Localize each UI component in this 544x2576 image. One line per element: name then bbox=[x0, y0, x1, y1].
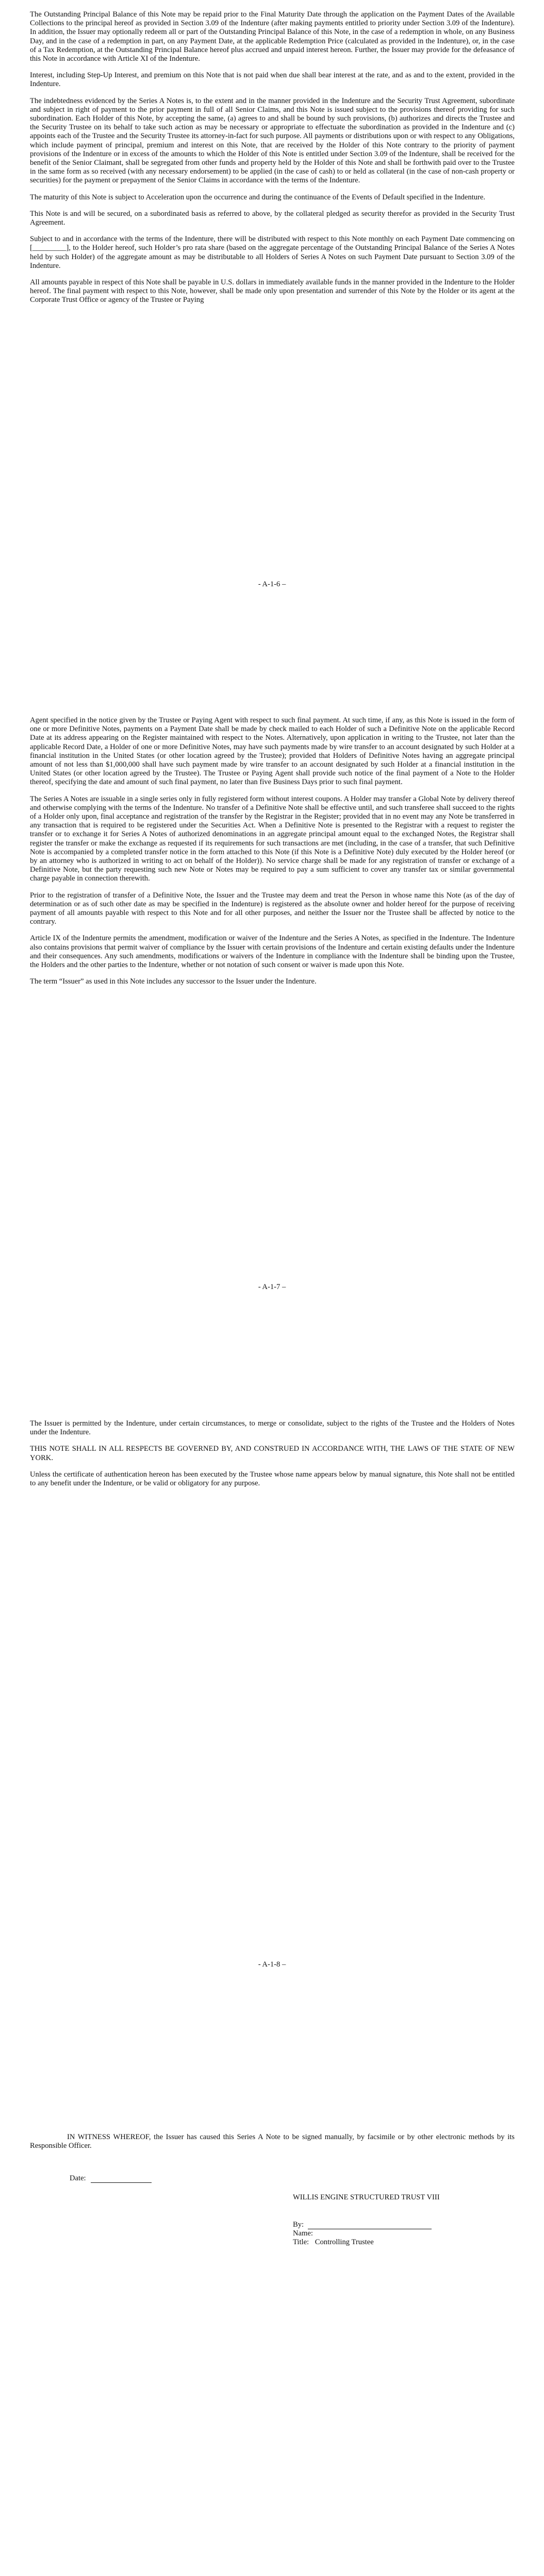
paragraph-interest: Interest, including Step-Up Interest, and premium on this Note that is not paid when due shall bear interest at the rate, and as and to the extent, provided in the Indenture. bbox=[30, 71, 515, 89]
page-number: - A-1-8 – bbox=[258, 1960, 286, 1969]
date-line bbox=[70, 2174, 152, 2183]
paragraph-merger: The Issuer is permitted by the Indenture, under certain circumstances, to merge or consolidate, subject to the rights of the Trustee and the Holders of Notes under the Indenture. bbox=[30, 1419, 515, 1437]
paragraph-subordination: The indebtedness evidenced by the Series A Notes is, to the extent and in the manner provided in the Indenture and the Security Trust Agreement, subordinate and subject in right of payment to the prior payment in full of all Senior Claims, and this Note is issued subject to the provisions thereof providing for such subordination. Each Holder of this Note, by accepting the same, (a) agrees to and shall be bound by such provisions, (b) authorizes and directs the Trustee and the Security Trustee on its behalf to take such action as may be necessary or appropriate to effectuate the subordination as provided in the Indenture and (c) appoints each of the Trustee and the Security Trustee its attorney-in-fact for such purpose. All payments or distributions upon or with respect to any Obligations, which include payment of principal, premium and interest on this Note, that are received by the Holder of this Note contrary to the priority of payment provisions of the Indenture or in excess of the amounts to which the Holder of this Note is entitled under Section 3.09 of the Indenture, shall be received for the benefit of the Senior Claimant, shall be segregated from other funds and property held by the Holder of this Note and shall be forthwith paid over to the Trustee in the same form as so received (with any necessary endorsement) to be applied (in the case of cash) to or held as collateral (in the case of non-cash property or securities) for the payment or prepayment of the Senior Claims in accordance with the terms of the Indenture. bbox=[30, 96, 515, 185]
title-label: Title: bbox=[293, 2238, 309, 2246]
page-body bbox=[30, 1419, 515, 1496]
paragraph-acceleration: The maturity of this Note is subject to Acceleration upon the occurrence and during the continuance of the Events of Default specified in the Indenture. bbox=[30, 193, 486, 201]
signature-blank bbox=[308, 2222, 432, 2229]
name-line: Name: bbox=[293, 2229, 313, 2238]
paragraph-transfer: The Series A Notes are issuable in a single series only in fully registered form without interest coupons. A Holder may transfer a Global Note by delivery thereof and otherwise complying with the terms of the Indenture. No transfer of a Definitive Note shall be effective until, and such transferee shall succeed to the rights of a Holder only upon, final acceptance and registration of the transfer by the Registrar in the Register; provided that in no event may any Note be transferred in any transaction that is required to be registered under the Securities Act. When a Definitive Note is presented to the Registrar with a request to register the transfer or to exchange it for Series A Notes of authorized denominations in an aggregate principal amount equal to the exchanged Notes, the Registrar shall register the transfer or make the exchange as requested if its requirements for such transactions are met (including, in the case of a transfer, that such Definitive Note is accompanied by a completed transfer notice in the form attached to this Note (if this Note is a Definitive Note) duly executed by the Holder hereof (or by an attorney who is authorized in writing to act on behalf of the Holder)). No service charge shall be made for any registration of transfer or exchange of a Definitive Note, but the party requesting such new Note or Notes may be required to pay a sum sufficient to cover any transfer tax or similar governmental charge payable in connection therewith. bbox=[30, 794, 515, 883]
by-label: By: bbox=[293, 2221, 304, 2229]
page-a-1-9 bbox=[0, 2110, 544, 2576]
issuer-name: WILLIS ENGINE STRUCTURED TRUST VIII bbox=[293, 2193, 440, 2201]
page-body bbox=[30, 2133, 515, 2158]
page-body bbox=[30, 716, 515, 994]
page-number: - A-1-7 – bbox=[258, 1283, 286, 1291]
page-a-1-6 bbox=[0, 0, 544, 703]
page-a-1-8 bbox=[0, 1406, 544, 2110]
paragraph-issuer-term: The term “Issuer” as used in this Note includes any successor to the Issuer under the Indenture. bbox=[30, 977, 317, 986]
paragraph-registration: Prior to the registration of transfer of a Definitive Note, the Issuer and the Trustee may deem and treat the Person in whose name this Note (as of the day of determination or as of such other date as may be specified in the Indenture) is registered as the absolute owner and holder hereof for the purpose of receiving payment of all amounts payable with respect to this Note and for all other purposes, and neither the Issuer nor the Trustee shall be affected by notice to the contrary. bbox=[30, 891, 515, 926]
paragraph-distribution: Subject to and in accordance with the terms of the Indenture, there will be distributed with respect to this Note monthly on each Payment Date commencing on [_________], to the Holder hereof, such Holder’s pro rata share (based on the aggregate percentage of the Outstanding Principal Balance of the Series A Notes held by such Holder) of the aggregate amount as may be distributable to all Holders of Series A Notes on such Payment Date pursuant to Section 3.09 of the Indenture. bbox=[30, 235, 515, 270]
paragraph-security: This Note is and will be secured, on a subordinated basis as referred to above, by the collateral pledged as security therefor as provided in the Security Trust Agreement. bbox=[30, 209, 515, 227]
page-number: - A-1-6 – bbox=[258, 580, 286, 588]
paragraph-authentication: Unless the certificate of authentication hereon has been executed by the Trustee whose name appears below by manual signature, this Note shall not be entitled to any benefit under the Indenture, or be valid or obligatory for any purpose. bbox=[30, 1470, 515, 1488]
title-value: Controlling Trustee bbox=[315, 2238, 374, 2246]
date-label: Date: bbox=[70, 2174, 86, 2182]
date-blank bbox=[91, 2175, 152, 2183]
by-line bbox=[293, 2221, 432, 2229]
page-a-1-7 bbox=[0, 703, 544, 1406]
paragraph-payment: All amounts payable in respect of this Note shall be payable in U.S. dollars in immediately available funds in the manner provided in the Indenture to the Holder hereof. The final payment with respect to this Note, however, shall be made only upon presentation and surrender of this Note by the Holder or its agent at the Corporate Trust Office or agency of the Trustee or Paying bbox=[30, 278, 515, 304]
paragraph-amendment: Article IX of the Indenture permits the amendment, modification or waiver of the Indenture and the Series A Notes, as specified in the Indenture. The Indenture also contains provisions that permit waiver of compliance by the Issuer with certain provisions of the Indenture and certain existing defaults under the Indenture and their consequences. Any such amendments, modifications or waivers of the Indenture in compliance with the Indenture shall be binding upon the Trustee, the Holders and the other parties to the Indenture, whether or not notation of such consent or waiver is made upon this Note. bbox=[30, 934, 515, 970]
paragraph-final-payment: Agent specified in the notice given by the Trustee or Paying Agent with respect to such final payment. At such time, if any, as this Note is issued in the form of one or more Definitive Notes, payments on a Payment Date shall be made by check mailed to each Holder of such a Definitive Note on the applicable Record Date at its address appearing on the Register maintained with respect to the Notes. Alternatively, upon application in writing to the Trustee, not later than the applicable Record Date, a Holder of one or more Definitive Notes, may have such payments made by wire transfer to an account designated by such Holder at a financial institution in the United States (or other location agreed by the Trustee); provided that Holders of Definitive Notes having an aggregate principal amount of not less than $1,000,000 shall have such payment made by wire transfer to an account designated by such Holder at a financial institution in the United States (or other location agreed by the Trustee). The Trustee or Paying Agent shall provide such notice of the final payment of a Note to the Holder thereof, specifying the date and amount of such final payment, no later than five Business Days prior to such final payment. bbox=[30, 716, 515, 787]
witness-clause: IN WITNESS WHEREOF, the Issuer has caused this Series A Note to be signed manually, by facsimile or by other electronic methods by its Responsible Officer. bbox=[30, 2133, 515, 2150]
paragraph-governing-law: THIS NOTE SHALL IN ALL RESPECTS BE GOVERNED BY, AND CONSTRUED IN ACCORDANCE WITH, THE LAWS OF THE STATE OF NEW YORK. bbox=[30, 1445, 515, 1462]
page-body bbox=[30, 10, 515, 313]
title-line bbox=[293, 2238, 374, 2247]
paragraph-redemption: The Outstanding Principal Balance of this Note may be repaid prior to the Final Maturity Date through the application on the Payment Dates of the Available Collections to the principal hereof as provided in Section 3.09 of the Indenture (after making payments entitled to priority under Section 3.09 of the Indenture). In addition, the Issuer may optionally redeem all or part of the Outstanding Principal Balance of this Note, in the case of a redemption in whole, on any Business Day, and in the case of a redemption in part, on any Payment Date, at the applicable Redemption Price (calculated as provided in the Indenture), or, in the case of a Tax Redemption, at the Outstanding Principal Balance hereof plus accrued and unpaid interest hereon. Further, the Issuer may provide for the defeasance of this Note in accordance with Article XI of the Indenture. bbox=[30, 10, 515, 63]
